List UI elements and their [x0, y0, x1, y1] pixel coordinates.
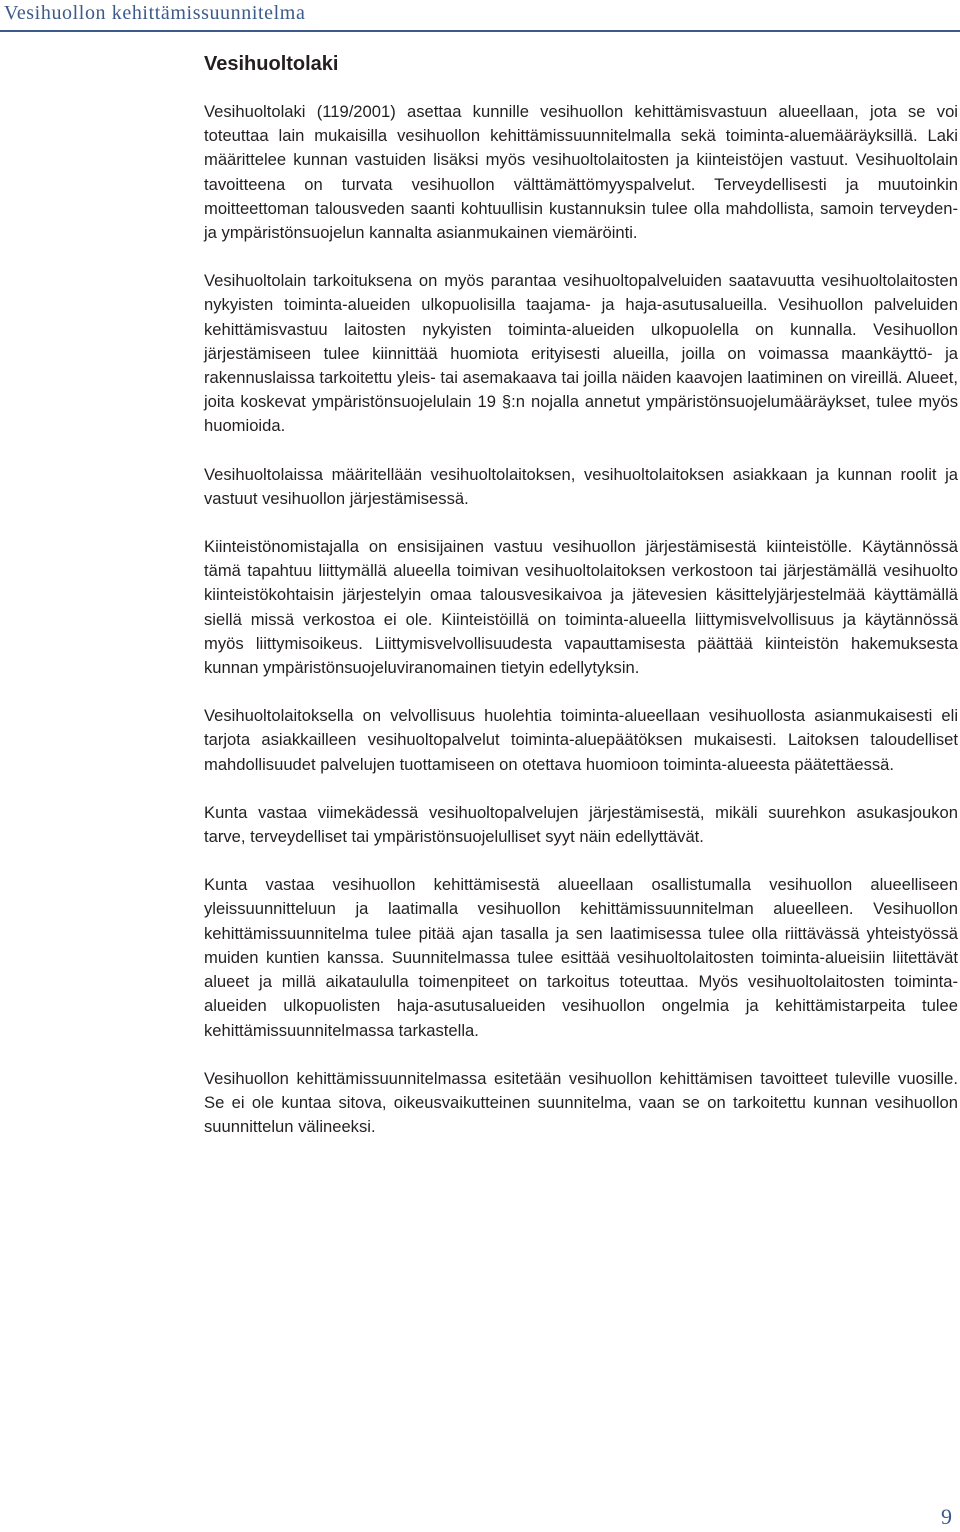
paragraph-5: Vesihuoltolaitoksella on velvollisuus huolehtia toiminta-alueellaan vesihuollosta asianmukaisesti eli tarjota asiakkailleen vesihuoltopalvelut toiminta-aluepäätöksen mukaisesti. Laitoksen taloudelliset mahdollisuudet palvelujen tuottamiseen on otettava huomioon toiminta-alueesta päätettäessä.: [204, 706, 958, 774]
main-content: [204, 50, 958, 1163]
paragraph-8: Vesihuollon kehittämissuunnitelmassa esitetään vesihuollon kehittämisen tavoitteet tuleville vuosille. Se ei ole kuntaa sitova, oikeusvaikutteinen suunnitelma, vaan se on tarkoitettu kunnan vesihuollon suunnittelun välineeksi.: [204, 1068, 958, 1137]
running-header-title: Vesihuollon kehittämissuunnitelma: [4, 2, 306, 24]
paragraph-2: Vesihuoltolain tarkoituksena on myös parantaa vesihuoltopalveluiden saatavuutta vesihuoltolaitosten nykyisten toiminta-alueiden ulkopuolisilla taajama- ja haja-asutusalueilla. Vesihuollon palveluiden kehittämisvastuu laitosten nykyisten toiminta-alueiden ulkopuolella on kunnalla. Vesihuollon järjestämiseen tulee kiinnittää huomiota erityisesti alueilla, joilla on voimassa maankäyttö- ja rakennuslaissa tarkoitettu yleis- tai asemakaava tai joilla näiden kaavojen laatiminen on vireillä. Alueet, joita koskevat ympäristönsuojelulain 19 §:n nojalla annetut ympäristönsuojelumääräykset, tulee myös huomioida.: [204, 271, 958, 436]
paragraph-6: Kunta vastaa viimekädessä vesihuoltopalvelujen järjestämisestä, mikäli suurehkon asukasjoukon tarve, terveydelliset tai ympäristönsuojelulliset syyt näin edellyttävät.: [204, 802, 958, 847]
section-title: Vesihuoltolaki: [204, 53, 339, 75]
paragraph-7: Kunta vastaa vesihuollon kehittämisestä alueellaan osallistumalla vesihuollon alueelliseen yleissuunnitteluun ja laatimalla vesihuollon kehittämissuunnitelman alueelleen. Vesihuollon kehittämissuunnitelma tulee pitää ajan tasalla ja sen laatimisessa tulee olla riittävässä yhteistyössä muiden kuntien kanssa. Suunnitelmassa tulee esittää vesihuoltolaitosten toiminta-alueisiin liitettävät alueet ja millä aikataululla toimenpiteet on tarkoitus toteuttaa. Myös vesihuoltolaitosten toiminta-alueiden ulkopuolisten haja-asutusalueiden vesihuollon ongelmia ja kehittämistarpeita tulee kehittämissuunnitelmassa tarkastella.: [204, 875, 958, 1040]
paragraph-4: Kiinteistönomistajalla on ensisijainen vastuu vesihuollon järjestämisestä kiinteistölle. Käytännössä tämä tapahtuu liittymällä alueella toimivan vesihuoltolaitoksen verkostoon tai järjestämällä vesihuolto kiinteistökohtaisin järjestelyin omaa talousvesikaivoa ja jätevesien käsittelyjärjestelmää käyttämällä siellä missä verkostoa ei ole. Kiinteistöillä on toiminta-alueella liittymisvelvollisuus ja käytännössä myös liittymisoikeus. Liittymisvelvollisuudesta vapauttamisesta päättää kiinteistön hakemuksesta kunnan ympäristönsuojeluviranomainen tietyin edellytyksin.: [204, 537, 958, 678]
paragraph-1: Vesihuoltolaki (119/2001) asettaa kunnille vesihuollon kehittämisvastuun alueellaan, jota se voi toteuttaa lain mukaisilla vesihuollon kehittämissuunnitelmalla sekä toiminta-aluemääräyksillä. Laki määrittelee kunnan vastuiden lisäksi myös vesihuoltolaitosten ja kiinteistöjen vastuut. Vesihuoltolain tavoitteena on turvata vesihuollon välttämättömyyspalvelut. Terveydellisesti ja muutoinkin moitteettoman talousveden saanti kohtuullisin kustannuksin tulee olla mahdollista, samoin terveyden- ja ympäristönsuojelun kannalta asianmukainen viemäröinti.: [204, 102, 958, 243]
page-number: 9: [941, 1504, 952, 1529]
header-rule: [0, 30, 960, 32]
paragraph-3: Vesihuoltolaissa määritellään vesihuoltolaitoksen, vesihuoltolaitoksen asiakkaan ja kunnan roolit ja vastuut vesihuollon järjestämisessä.: [204, 464, 958, 508]
